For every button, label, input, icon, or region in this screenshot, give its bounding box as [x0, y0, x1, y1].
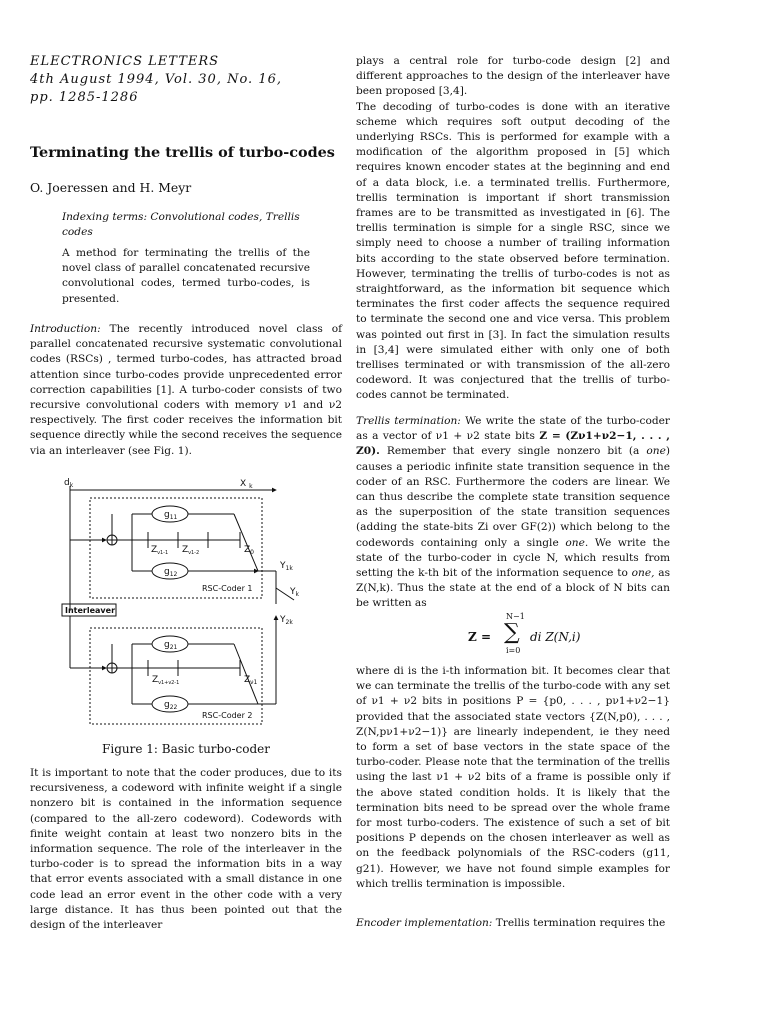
label-g11: $g_{11}$ — [164, 510, 178, 521]
encoder-implementation-paragraph — [356, 916, 670, 931]
tt-em-3: one, — [631, 567, 655, 580]
equation-lhs: Z = — [468, 630, 491, 644]
trellis-termination-paragraph — [356, 414, 670, 612]
label-z-v1-minus-1: $Z_{\nu 1-1}$ — [151, 545, 169, 556]
paper-title: Terminating the trellis of turbo-codes — [30, 144, 335, 161]
label-z-v1v2-minus-1: $Z_{\nu 1+\nu 2-1}$ — [152, 675, 180, 686]
equation-sum-lower: i=0 — [506, 646, 521, 655]
turbo-coder-diagram — [62, 476, 299, 736]
right-column-top — [356, 54, 670, 404]
issue-date-volume: 4th August 1994, Vol. 30, No. 16, — [30, 72, 282, 87]
right-paragraph-2: The decoding of turbo-codes is done with an iterative scheme which requires soft output decoding of the underlying RSCs. This is performed for example with a modification of the algorithm proposed in [5] which requires known encoder states at the beginning and end of a data block, i.e. a terminated trellis. Furthermore, trellis termination is important if short transmission frames are to be transmitted as investigated in [6]. The trellis termination is simple for a single RSC, since we simply need to choose a number of trailing information bits according to the state observed before termination. However, terminating the trellis of turbo-codes is not as straightforward, as the information bit sequence which terminates the first coder affects the sequence required to terminate the second one and vice versa. This problem was pointed out first in [3]. In fact the simulation results in [3,4] were simulated either with only one of both trellises terminated or with transmission of the all-zero codeword. It was conjectured that the trellis of turbo-codes cannot be terminated. — [356, 100, 670, 402]
figure-caption: Figure 1: Basic turbo-coder — [102, 742, 270, 756]
label-z0: $Z_0$ — [244, 545, 254, 556]
introduction-lead: Introduction: — [30, 323, 101, 335]
label-z-v1: $Z_{\nu 1}$ — [244, 675, 258, 686]
tt-math-1: Z = (Zν1+ν2−1, . . . , Z0). — [356, 430, 670, 458]
label-interleaver: Interleaver — [65, 606, 116, 615]
abstract: A method for terminating the trellis of the novel class of parallel concatenated recursive convolutional codes, termed turbo-codes, is presented. — [62, 247, 310, 305]
label-xk: X $_k$ — [240, 479, 253, 490]
label-y2k: $Y_{2k}$ — [280, 615, 293, 626]
equation-sum-upper: N−1 — [506, 612, 525, 621]
equation-body: di Z(N,i) — [530, 630, 581, 644]
tt-text-3: ) causes a periodic infinite state transition sequence in the coder of an RSC. Furthermore the coders are linear. We can thus describe the complete state transition sequence as the superposition of the state transition sequences (adding the state-bits Zi over GF(2)) which belong to the codewords containing only a single — [356, 445, 670, 549]
tt-text-1: We write the state of the turbo-coder as a vector of ν1 + ν2 state bits — [356, 415, 670, 443]
tt-text-5: as Z(N,k). Thus the state at the end of a block of N bits can be written as — [356, 567, 671, 610]
state-sum-equation — [356, 612, 670, 664]
page-range: pp. 1285-1286 — [30, 90, 139, 105]
left-paragraph-after-figure: It is important to note that the coder produces, due to its recursiveness, a codeword with infinite weight if a single nonzero bit is contained in the information sequence (compared to the all-zero codeword). Codewords with finite weight contain at least two nonzero bits in the information sequence. The role of the interleaver in the turbo-coder is to spread the information bits in a way that error events associated with a small distance in one code lead an error event in the other code with a very large distance. It has thus been pointed out that the design of the interleaver — [30, 767, 342, 932]
introduction-text: The recently introduced novel class of parallel concatenated recursive systematic convolutional codes (RSCs) , termed turbo-codes, has attracted broad attention since turbo-codes provide unprecedented error correction capabilities [1]. A turbo-coder consists of two recursive convolutional coders with memory ν1 and ν2 respectively. The first coder receives the information bit sequence directly while the second receives the sequence via an interleaver (see Fig. 1). — [30, 323, 342, 457]
paper-authors: O. Joeressen and H. Meyr — [30, 180, 192, 195]
trellis-termination-lead: Trellis termination: — [356, 415, 461, 427]
right-paragraph-1: plays a central role for turbo-code design [2] and different approaches to the design of the interleaver have been proposed [3,4]. — [356, 55, 670, 98]
encoder-implementation-text: Trellis termination requires the — [492, 917, 666, 929]
indexing-terms: Indexing terms: Convolutional codes, Trellis codes — [62, 211, 300, 238]
tt-text-2: Remember that every single nonzero bit (a — [379, 445, 647, 458]
label-rsc-coder-2: RSC-Coder 2 — [202, 711, 253, 720]
introduction-paragraph — [30, 322, 342, 459]
journal-name: ELECTRONICS LETTERS — [30, 54, 220, 69]
label-yk: $Y_k$ — [290, 587, 299, 598]
label-g21: $g_{21}$ — [164, 640, 178, 651]
label-g12: $g_{12}$ — [164, 567, 178, 578]
label-dk: $d_k$ — [64, 478, 74, 489]
rsc-coder-1-box — [90, 498, 262, 598]
label-g22: $g_{22}$ — [164, 700, 178, 711]
sum-sign-icon: ∑ — [504, 620, 520, 645]
label-y1k: $Y_{1k}$ — [280, 561, 293, 572]
right-paragraph-3: where di is the i-th information bit. It becomes clear that we can terminate the trellis of the turbo-code with any set of ν1 + ν2 bits in positions P = {p0, . . . , pν1+ν2−1} provided that the associated state vectors {Z(N,p0), . . . , Z(N,pν1+ν2−1)} are linearly independent, ie they need to form a set of base vectors in the state space of the turbo-coder. Please note that the termination of the trellis using the last ν1 + ν2 bits of a frame is possible only if the above stated condition holds. It is likely that the termination bits need to be spread over the whole frame for most turbo-coders. The existence of such a set of bit positions P depends on the chosen interleaver as well as on the feedback polynomials of the RSC-coders (g11, g21). However, we have not found simple examples for which trellis termination is impossible. — [356, 665, 670, 890]
encoder-implementation-lead: Encoder implementation: — [356, 917, 493, 929]
turbo-coder-figure — [62, 476, 299, 736]
tt-text-4: We write the state of the turbo-coder in cycle N, which results from setting the k-th bit of the information sequence to — [356, 536, 670, 580]
tt-em-1: one — [646, 445, 666, 458]
label-z-v1-minus-2: $Z_{\nu 1-2}$ — [182, 545, 200, 556]
label-rsc-coder-1: RSC-Coder 1 — [202, 584, 253, 593]
tt-em-2: one. — [565, 536, 589, 549]
